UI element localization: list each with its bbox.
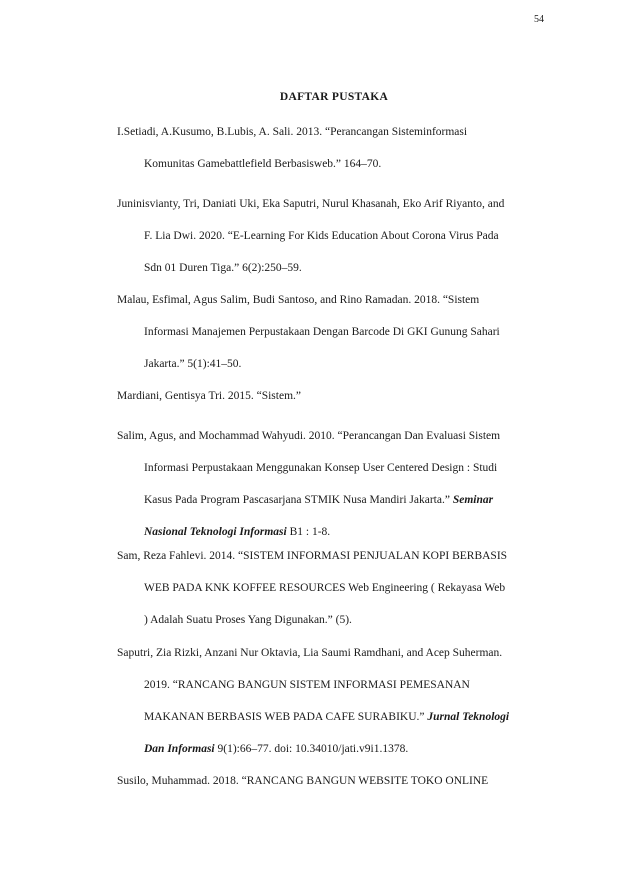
reference-text: Malau, Esfimal, Agus Salim, Budi Santoso, and Rino Ramadan. 2018. “Sistem [117,294,480,306]
reference-line [144,460,497,476]
reference-line [117,428,500,444]
reference-text: Komunitas Gamebattlefield Berbasisweb.” 164–70. [144,158,382,170]
reference-line [144,356,241,372]
reference-text: 2019. “RANCANG BANGUN SISTEM INFORMASI PEMESANAN [144,679,470,691]
reference-text: Informasi Manajemen Perpustakaan Dengan Barcode Di GKI Gunung Sahari [144,326,500,338]
reference-text: MAKANAN BERBASIS WEB PADA CAFE SURABIKU.” [144,711,428,723]
reference-line [117,124,467,140]
reference-text: Saputri, Zia Rizki, Anzani Nur Oktavia, Lia Saumi Ramdhani, and Acep Suherman. [117,647,503,659]
page-title: DAFTAR PUSTAKA [279,91,389,103]
reference-line [144,156,381,172]
reference-line [144,260,302,276]
reference-line [144,492,493,508]
reference-line [117,196,504,212]
reference-text: Sdn 01 Duren Tiga.” 6(2):250–59. [144,262,302,274]
reference-line [117,292,479,308]
reference-text: Sam, Reza Fahlevi. 2014. “SISTEM INFORMASI PENJUALAN KOPI BERBASIS [117,550,508,562]
reference-text: B1 : 1-8. [286,526,331,538]
reference-text: WEB PADA KNK KOFFEE RESOURCES Web Engineering ( Rekayasa Web [144,582,506,594]
reference-line [117,548,507,564]
reference-text: Juninisvianty, Tri, Daniati Uki, Eka Saputri, Nurul Khasanah, Eko Arif Riyanto, and [117,198,505,210]
reference-text: I.Setiadi, A.Kusumo, B.Lubis, A. Sali. 2013. “Perancangan Sisteminformasi [117,126,468,138]
reference-line [117,645,502,661]
journal-title: Dan Informasi [144,743,215,755]
reference-line [144,709,509,725]
journal-title: Nasional Teknologi Informasi [144,526,287,538]
reference-line [144,228,499,244]
reference-line [144,324,500,340]
reference-line [144,524,330,540]
reference-line [117,388,301,404]
reference-text: 9(1):66–77. doi: 10.34010/jati.v9i1.1378. [214,743,409,755]
reference-text: ) Adalah Suatu Proses Yang Digunakan.” (5). [144,614,352,626]
reference-text: Salim, Agus, and Mochammad Wahyudi. 2010. “Perancangan Dan Evaluasi Sistem [117,430,501,442]
page-number: 54 [534,14,544,25]
reference-text: Mardiani, Gentisya Tri. 2015. “Sistem.” [117,390,301,402]
reference-line [117,773,488,789]
reference-line [144,741,408,757]
journal-title: Jurnal Teknologi [427,711,510,723]
reference-line [144,612,352,628]
journal-title: Seminar [452,494,494,506]
reference-line [144,580,505,596]
reference-text: Jakarta.” 5(1):41–50. [144,358,242,370]
reference-text: Informasi Perpustakaan Menggunakan Konsep User Centered Design : Studi [144,462,498,474]
reference-text: Susilo, Muhammad. 2018. “RANCANG BANGUN WEBSITE TOKO ONLINE [117,775,489,787]
reference-line [144,677,470,693]
reference-text: Kasus Pada Program Pascasarjana STMIK Nusa Mandiri Jakarta.” [144,494,453,506]
reference-text: F. Lia Dwi. 2020. “E-Learning For Kids Education About Corona Virus Pada [144,230,499,242]
